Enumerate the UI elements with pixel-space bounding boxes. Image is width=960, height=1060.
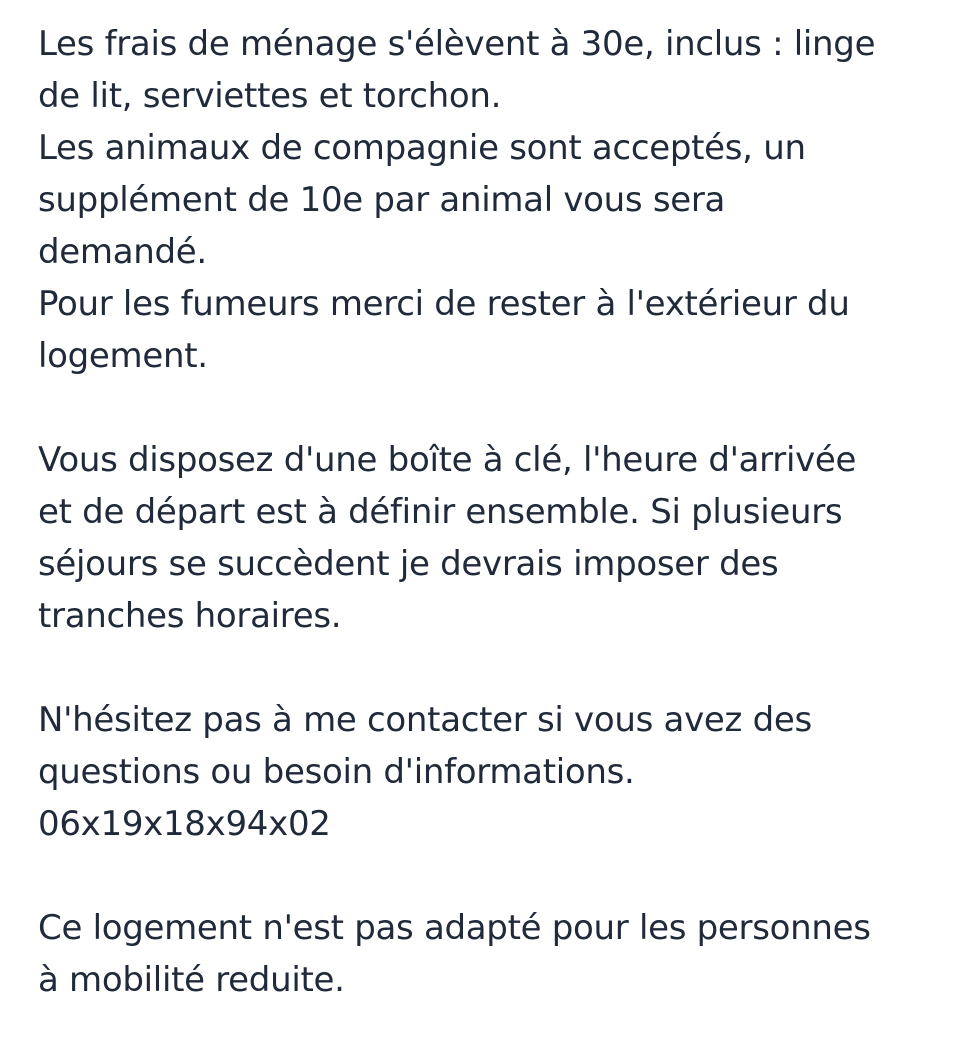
- listing-description: [38, 18, 938, 1006]
- text-line: Pour les fumeurs merci de rester à l'extérieur du: [38, 284, 850, 324]
- text-line: logement.: [38, 336, 208, 376]
- paragraph-spacer: [38, 642, 938, 694]
- paragraph-spacer: [38, 850, 938, 902]
- text-line: Les animaux de compagnie sont acceptés, un: [38, 128, 806, 168]
- paragraph-accessibility: [38, 902, 938, 1006]
- phone-number: 06x19x18x94x02: [38, 804, 331, 844]
- text-line: Vous disposez d'une boîte à clé, l'heure d'arrivée: [38, 440, 857, 480]
- text-line: de lit, serviettes et torchon.: [38, 76, 502, 116]
- paragraph-contact: [38, 694, 938, 850]
- text-line: demandé.: [38, 232, 207, 272]
- paragraph-cleaning-pets-smoking: [38, 18, 938, 382]
- paragraph-spacer: [38, 382, 938, 434]
- text-line: séjours se succèdent je devrais imposer des: [38, 544, 779, 584]
- paragraph-key-box-arrival: [38, 434, 938, 642]
- text-line: questions ou besoin d'informations.: [38, 752, 635, 792]
- text-line: N'hésitez pas à me contacter si vous avez des: [38, 700, 812, 740]
- text-line: tranches horaires.: [38, 596, 342, 636]
- text-line: à mobilité reduite.: [38, 960, 345, 1000]
- text-line: et de départ est à définir ensemble. Si plusieurs: [38, 492, 843, 532]
- text-line: Les frais de ménage s'élèvent à 30e, inclus : linge: [38, 24, 876, 64]
- text-line: supplément de 10e par animal vous sera: [38, 180, 726, 220]
- text-line: Ce logement n'est pas adapté pour les personnes: [38, 908, 871, 948]
